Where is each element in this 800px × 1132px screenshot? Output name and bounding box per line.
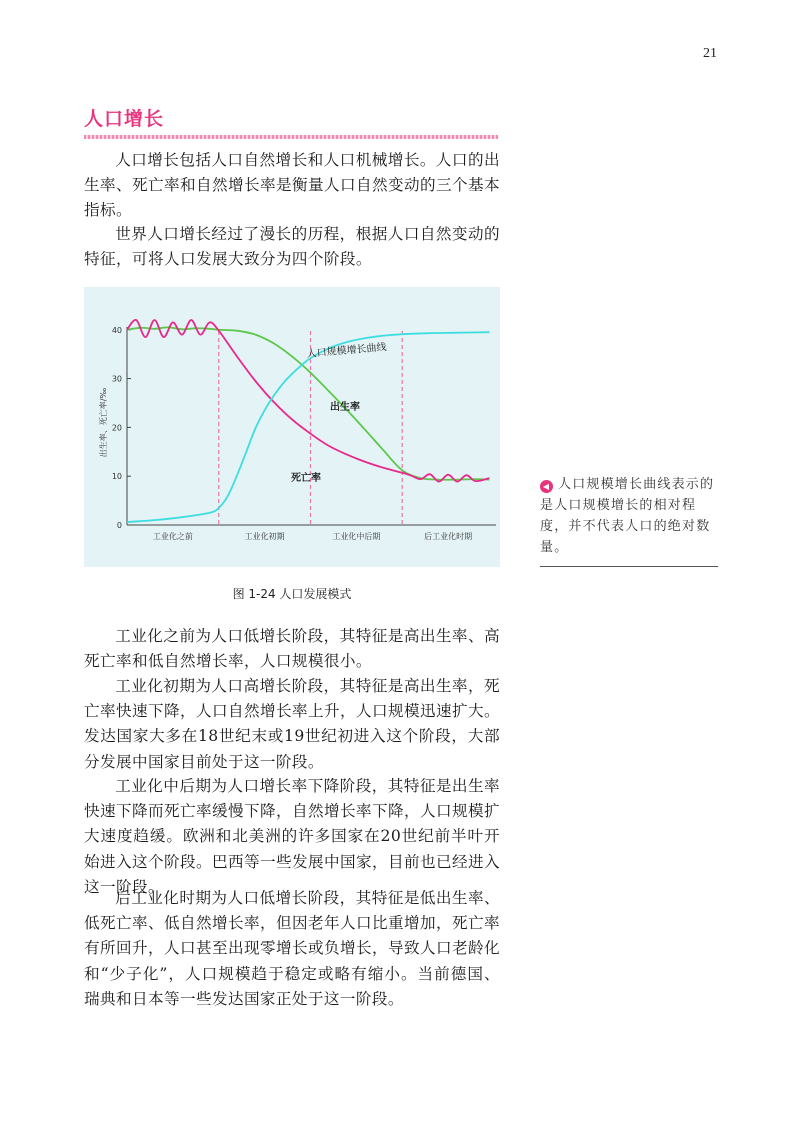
title-underline xyxy=(84,135,498,139)
y-tick-label: 10 xyxy=(111,472,122,482)
intro-paragraph-2: 世界人口增长经过了漫长的历程，根据人口自然变动的特征，可将人口发展大致分为四个阶段。 xyxy=(84,225,500,269)
y-tick-label: 40 xyxy=(111,325,122,335)
y-tick-label: 0 xyxy=(116,521,122,530)
body-paragraph-4: 后工业化时期为人口低增长阶段，其特征是低出生率、低死亡率、低自然增长率，但因老年人口比重增加，死亡率有所回升，人口甚至出现零增长或负增长，导致人口老龄化和“少子化”，人口规模趋于稳定或略有缩小。当前德国、瑞典和日本等一些发达国家正处于这一阶段。 xyxy=(84,889,500,1008)
stage-label-2: 工业化初期 xyxy=(244,532,285,541)
side-note xyxy=(540,474,718,558)
body-paragraph-1: 工业化之前为人口低增长阶段，其特征是高出生率、高死亡率和低自然增长率，人口规模很小。 xyxy=(84,627,500,671)
stage-label-3: 工业化中后期 xyxy=(332,532,381,541)
body-paragraph-2: 工业化初期为人口高增长阶段，其特征是高出生率，死亡率快速下降，人口自然增长率上升，人口规模迅速扩大。发达国家大多在18世纪末或19世纪初进入这个阶段，大部分发展中国家目前处于这一阶段。 xyxy=(84,677,500,771)
death-rate-line xyxy=(127,320,489,482)
page-number: 21 xyxy=(703,46,717,61)
section-title: 人口增长 xyxy=(84,108,165,130)
population-scale-line xyxy=(127,332,489,522)
annotation-death-rate: 死亡率 xyxy=(291,473,321,484)
body-paragraph-3: 工业化中后期为人口增长率下降阶段，其特征是出生率快速下降而死亡率缓慢下降，自然增长率下降，人口规模扩大速度趋缓。欧洲和北美洲的许多国家在20世纪前半叶开始进入这个阶段。巴西等一些发展中国家，目前也已经进入这一阶段。 xyxy=(84,777,500,896)
y-tick-label: 30 xyxy=(111,374,122,384)
side-note-rule xyxy=(540,566,718,567)
side-note-text: 人口规模增长曲线表示的是人口规模增长的相对程度，并不代表人口的绝对数量。 xyxy=(540,477,715,555)
triangle-left-icon: ◀ xyxy=(540,480,553,493)
y-tick-label: 20 xyxy=(111,423,122,433)
figure-population-model xyxy=(84,287,500,567)
population-chart xyxy=(84,287,500,567)
annotation-population-curve: 人口规模增长曲线 xyxy=(306,342,387,360)
stage-label-1: 工业化之前 xyxy=(152,532,193,541)
annotation-birth-rate: 出生率 xyxy=(330,402,360,413)
figure-caption: 图 1-24 人口发展模式 xyxy=(232,587,352,601)
y-axis-label: 出生率、死亡率/‰ xyxy=(99,387,108,458)
intro-paragraph-1: 人口增长包括人口自然增长和人口机械增长。人口的出生率、死亡率和自然增长率是衡量人口自然变动的三个基本指标。 xyxy=(84,151,500,220)
stage-label-4: 后工业化时期 xyxy=(424,532,473,541)
